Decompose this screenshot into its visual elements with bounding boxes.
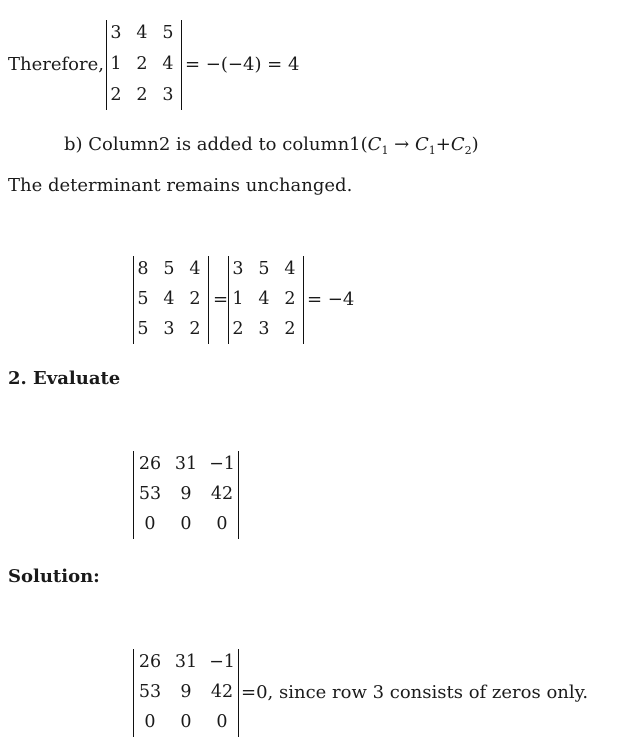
det3-cell: 26 <box>138 454 162 474</box>
op-open: ( <box>360 134 368 155</box>
op-c1b: C <box>415 134 429 155</box>
result-2: = −4 <box>307 289 355 310</box>
det4-cell: 0 <box>144 712 156 732</box>
det1-cell: 1 <box>110 54 122 74</box>
det2l-cell: 4 <box>163 289 175 309</box>
det2l-cell: 5 <box>137 289 149 309</box>
op-c1: C <box>367 134 382 155</box>
op-sub1b: 1 <box>428 144 436 157</box>
determinant-4 <box>133 649 239 737</box>
det4-cell: 31 <box>174 652 198 672</box>
det4-cell: 42 <box>210 682 234 702</box>
det1-cell: 3 <box>162 85 174 105</box>
det1-cell: 2 <box>110 85 122 105</box>
op-arrow: → <box>394 134 410 155</box>
op-sub2: 2 <box>464 144 472 157</box>
det2l-cell: 5 <box>137 319 149 339</box>
section-b-heading-text: b) Column2 is added to column1 <box>64 134 361 155</box>
evaluate-heading: 2. Evaluate <box>8 368 121 389</box>
det2r-cell: 2 <box>232 319 244 339</box>
det4-cell: 53 <box>138 682 162 702</box>
det2l-cell: 5 <box>163 259 175 279</box>
det2l-cell: 3 <box>163 319 175 339</box>
solution-heading: Solution: <box>8 566 100 587</box>
equals-sign: = <box>213 289 229 310</box>
unchanged-note: The determinant remains unchanged. <box>8 175 353 196</box>
op-sub1: 1 <box>381 144 389 157</box>
det1-cell: 5 <box>162 23 174 43</box>
det3-cell: 31 <box>174 454 198 474</box>
det2l-cell: 8 <box>137 259 149 279</box>
det3-cell: −1 <box>209 454 235 474</box>
det4-cell: 9 <box>180 682 192 702</box>
det2r-cell: 2 <box>284 289 296 309</box>
det2r-cell: 3 <box>258 319 270 339</box>
section-b-heading <box>64 134 479 162</box>
det3-cell: 42 <box>210 484 234 504</box>
det3-cell: 0 <box>180 514 192 534</box>
det2l-cell: 4 <box>189 259 201 279</box>
det4-cell: 0 <box>180 712 192 732</box>
det4-cell: −1 <box>209 652 235 672</box>
solution-text: =0, since row 3 consists of zeros only. <box>241 682 589 703</box>
det1-cell: 2 <box>136 54 148 74</box>
det2r-cell: 3 <box>232 259 244 279</box>
det3-cell: 0 <box>144 514 156 534</box>
result-1: = −(−4) = 4 <box>185 54 300 75</box>
determinant-2-left <box>133 256 209 344</box>
therefore-label: Therefore, <box>8 54 104 75</box>
det2l-cell: 2 <box>189 319 201 339</box>
det2r-cell: 4 <box>284 259 296 279</box>
det3-cell: 0 <box>216 514 228 534</box>
determinant-3 <box>133 451 239 539</box>
det2r-cell: 2 <box>284 319 296 339</box>
det3-cell: 9 <box>180 484 192 504</box>
det1-cell: 4 <box>162 54 174 74</box>
determinant-2-right <box>228 256 304 344</box>
determinant-1 <box>106 20 182 110</box>
op-plus: + <box>435 134 451 155</box>
op-close: ) <box>471 134 479 155</box>
det1-cell: 2 <box>136 85 148 105</box>
det2l-cell: 2 <box>189 289 201 309</box>
det4-cell: 0 <box>216 712 228 732</box>
det1-cell: 4 <box>136 23 148 43</box>
det2r-cell: 1 <box>232 289 244 309</box>
det4-cell: 26 <box>138 652 162 672</box>
det2r-cell: 5 <box>258 259 270 279</box>
det3-cell: 53 <box>138 484 162 504</box>
op-c2: C <box>450 134 465 155</box>
det1-cell: 3 <box>110 23 122 43</box>
det2r-cell: 4 <box>258 289 270 309</box>
